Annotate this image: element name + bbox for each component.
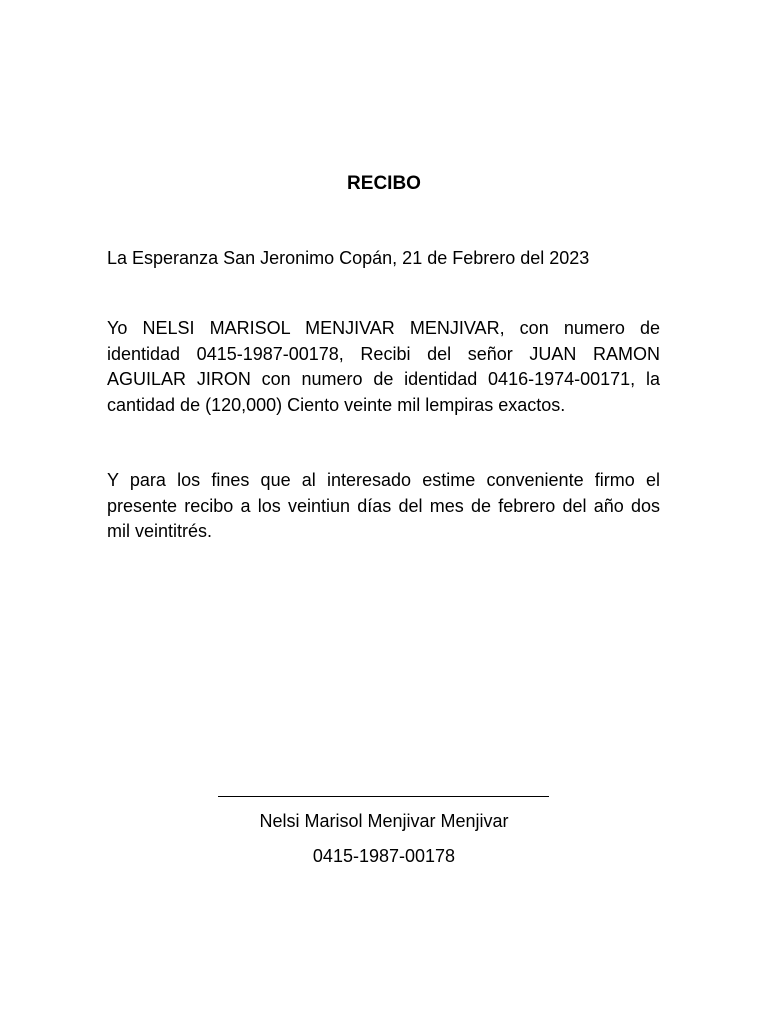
signer-name: Nelsi Marisol Menjivar Menjivar	[259, 811, 509, 831]
place-and-date: La Esperanza San Jeronimo Copán, 21 de Febrero del 2023	[107, 248, 590, 268]
signer-id-number: 0415-1987-00178	[312, 846, 456, 866]
receipt-statement-paragraph: Yo NELSI MARISOL MENJIVAR MENJIVAR, con numero de identidad 0415-1987-00178, Recibi del señor JUAN RAMON AGUILAR JIRON con numero de identidad 0416-1974-00171, la cantidad de (120,000) Ciento veinte mil lempiras exactos.	[107, 318, 660, 415]
document-title: RECIBO	[347, 173, 421, 194]
signature-line	[218, 796, 549, 797]
closing-paragraph: Y para los fines que al interesado estime conveniente firmo el presente recibo a los veintiun días del mes de febrero del año dos mil veintitrés.	[107, 470, 660, 541]
